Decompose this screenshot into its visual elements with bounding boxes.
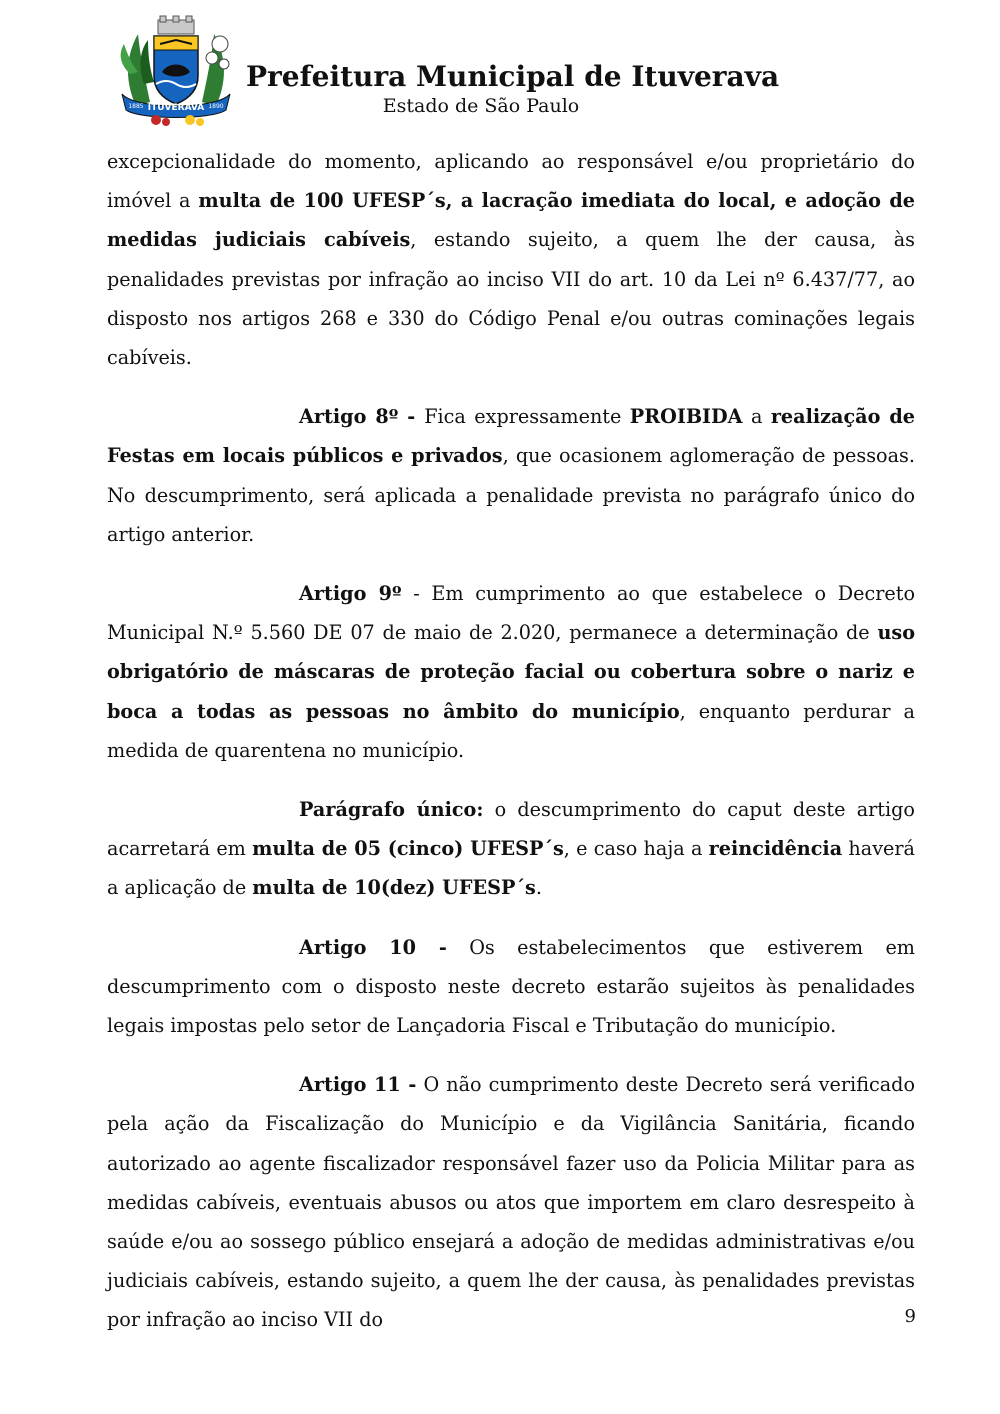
logo-year-right: 1890 xyxy=(208,103,224,110)
bold-text: Parágrafo único: xyxy=(299,798,484,822)
text-run: , estando sujeito, a quem lhe der causa, às penalidades previstas por infração ao inciso VII do art. 10 da Lei nº 6.437/77, ao disposto nos artigos 268 e 330 do Código Penal e/ou outras cominações legais cabíveis. xyxy=(107,228,915,370)
text-run: o descumprimento do caput deste artigo acarretará em xyxy=(107,798,915,861)
paragraph xyxy=(107,1065,915,1339)
logo-year-left: 1885 xyxy=(128,103,144,110)
bold-text: multa de 10(dez) UFESP´s xyxy=(252,876,536,900)
city-coat-of-arms-logo xyxy=(116,14,236,126)
page-title: Prefeitura Municipal de Ituverava xyxy=(246,60,780,93)
bold-text: multa de 05 (cinco) UFESP´s xyxy=(252,837,564,861)
text-run: , e caso haja a xyxy=(563,837,709,861)
text-run: Os estabelecimentos que estiverem em descumprimento com o disposto neste decreto estarão sujeitos às penalidades legais impostas pelo setor de Lançadoria Fiscal e Tributação do município. xyxy=(107,935,915,1038)
text-run: Fica expressamente xyxy=(424,405,630,429)
bold-text: uso obrigatório de máscaras de proteção facial ou cobertura sobre o nariz e boca a todas as pessoas no âmbito do município xyxy=(107,621,915,723)
text-run: excepcionalidade do momento, aplicando ao responsável e/ou proprietário do imóvel a xyxy=(107,150,915,213)
paragraph xyxy=(107,142,915,377)
bold-text: reincidência xyxy=(708,837,843,861)
bold-text: Artigo 10 - xyxy=(299,935,447,959)
paragraph xyxy=(107,397,915,554)
page-number: 9 xyxy=(904,1306,916,1327)
page-subtitle: Estado de São Paulo xyxy=(382,95,580,117)
paragraph xyxy=(107,928,915,1046)
text-run: haverá a aplicação de xyxy=(107,837,915,900)
bold-text: Artigo 11 - xyxy=(299,1073,417,1097)
bold-text: PROIBIDA xyxy=(629,405,743,429)
bold-text: multa de 100 UFESP´s, a lacração imediata do local, e adoção de medidas judiciais cabíveis xyxy=(107,189,916,252)
text-run: O não cumprimento deste Decreto será verificado pela ação da Fiscalização do Município e da Vigilância Sanitária, ficando autorizado ao agente fiscalizador responsável fazer uso da Policia Militar para as medidas cabíveis, eventuais abusos ou atos que importem em claro desrespeito à saúde e/ou ao sossego público ensejará a adoção de medidas administrativas e/ou judiciais cabíveis, estando sujeito, a quem lhe der causa, às penalidades previstas por infração ao inciso VII do xyxy=(107,1073,916,1332)
page-header xyxy=(0,0,1000,140)
bold-text: Artigo 9º xyxy=(299,582,402,606)
text-run: , que ocasionem aglomeração de pessoas. No descumprimento, será aplicada a penalidade prevista no parágrafo único do artigo anterior. xyxy=(107,444,915,546)
text-run: a xyxy=(742,405,771,429)
logo-ribbon-label: ITUVERAVA xyxy=(147,103,205,113)
paragraph xyxy=(107,574,915,770)
bold-text: realização de Festas em locais públicos e privados xyxy=(107,405,916,468)
header-text xyxy=(246,60,780,118)
document-body xyxy=(107,142,915,1360)
text-run: , enquanto perdurar a medida de quarentena no município. xyxy=(107,699,915,762)
paragraph xyxy=(107,790,915,908)
text-run: . xyxy=(535,876,542,900)
bold-text: Artigo 8º - xyxy=(299,405,425,429)
text-run: - Em cumprimento ao que estabelece o Decreto Municipal N.º 5.560 DE 07 de maio de 2.020, permanece a determinação de xyxy=(107,582,915,645)
